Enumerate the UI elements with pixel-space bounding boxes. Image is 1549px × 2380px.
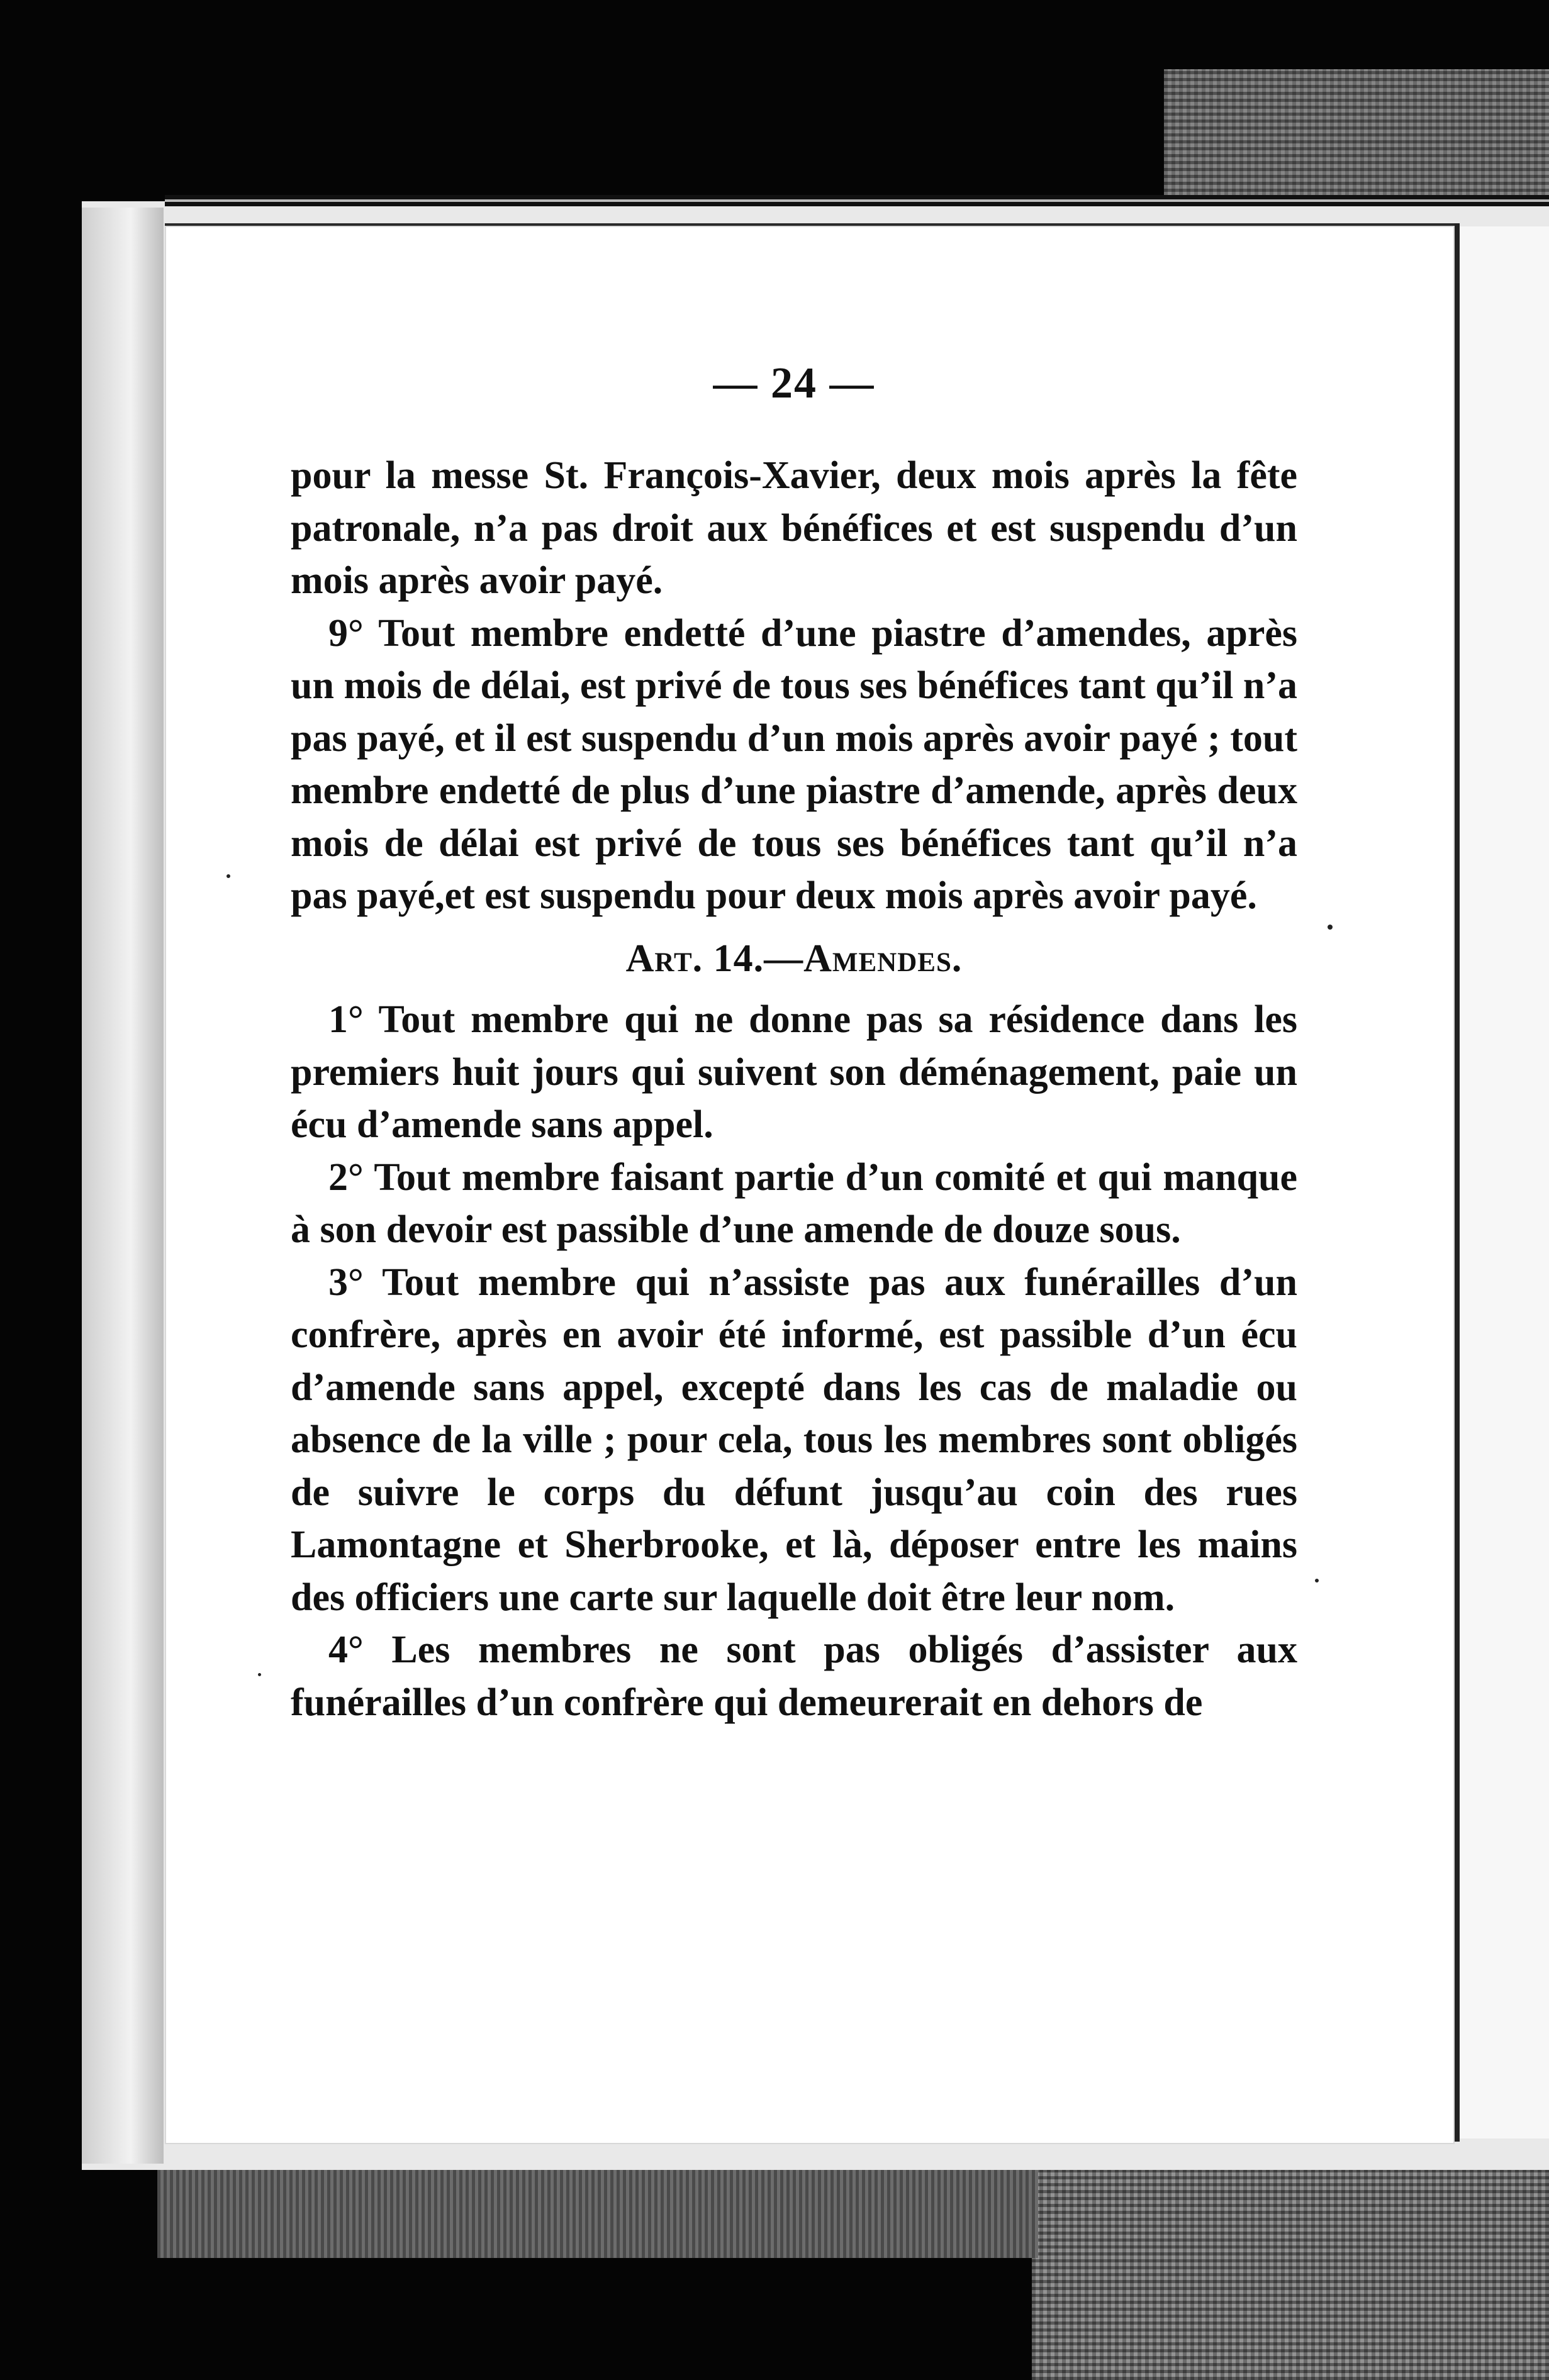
scan-texture-bottom bbox=[1032, 2157, 1549, 2380]
paragraph-article-2: 2° Tout membre faisant partie d’un comité et qui manque à son devoir est passible d’une amende de douze sous. bbox=[291, 1155, 1297, 1251]
scan-speck bbox=[1315, 1579, 1319, 1582]
scan-speck bbox=[1328, 925, 1333, 930]
page-edge-left bbox=[82, 208, 164, 2164]
scan-speck bbox=[258, 1673, 261, 1676]
page-text bbox=[291, 450, 1297, 1729]
paragraph-article-9: 9° Tout membre endetté d’une piastre d’amendes, après un mois de délai, est privé de tous ses bénéfices tant qu’il n’a pas payé, et il est suspendu d’un mois après avoir payé ; tout membre endetté de plus d’une piastre d’amende, après deux mois de délai est privé de tous ses bénéfices tant qu’il n’a pas payé,et est suspendu pour deux mois après avoir payé. bbox=[291, 611, 1297, 917]
page-number: — 24 — bbox=[713, 359, 875, 408]
section-heading: Art. 14.—Amendes. bbox=[625, 937, 963, 980]
scan-texture-bottom-left bbox=[157, 2157, 1038, 2258]
paragraph-article-4: 4° Les membres ne sont pas obligés d’assister aux funérailles d’un confrère qui demeurerait en dehors de bbox=[291, 1628, 1297, 1724]
paragraph-article-1: 1° Tout membre qui ne donne pas sa résidence dans les premiers huit jours qui suivent son déménagement, paie un écu d’amende sans appel. bbox=[291, 998, 1297, 1146]
page-right-border bbox=[1455, 223, 1460, 2142]
page-right-margin bbox=[1460, 226, 1549, 2138]
page-top-edge bbox=[165, 195, 1549, 206]
paragraph-continuation: pour la messe St. François-Xavier, deux mois après la fête patronale, n’a pas droit aux bénéfices et est suspendu d’un mois après avoir payé. bbox=[291, 454, 1297, 602]
paragraph-article-3: 3° Tout membre qui n’assiste pas aux funérailles d’un confrère, après en avoir été informé, est passible d’un écu d’amende sans appel, excepté dans les cas de maladie ou absence de la ville ; pour cela, tous les membres sont obligés de suivre le corps du défunt jusqu’au coin des rues Lamontagne et Sherbrooke, et là, déposer entre les mains des officiers une carte sur laquelle doit être leur nom. bbox=[291, 1260, 1297, 1619]
scan-speck bbox=[226, 874, 230, 878]
